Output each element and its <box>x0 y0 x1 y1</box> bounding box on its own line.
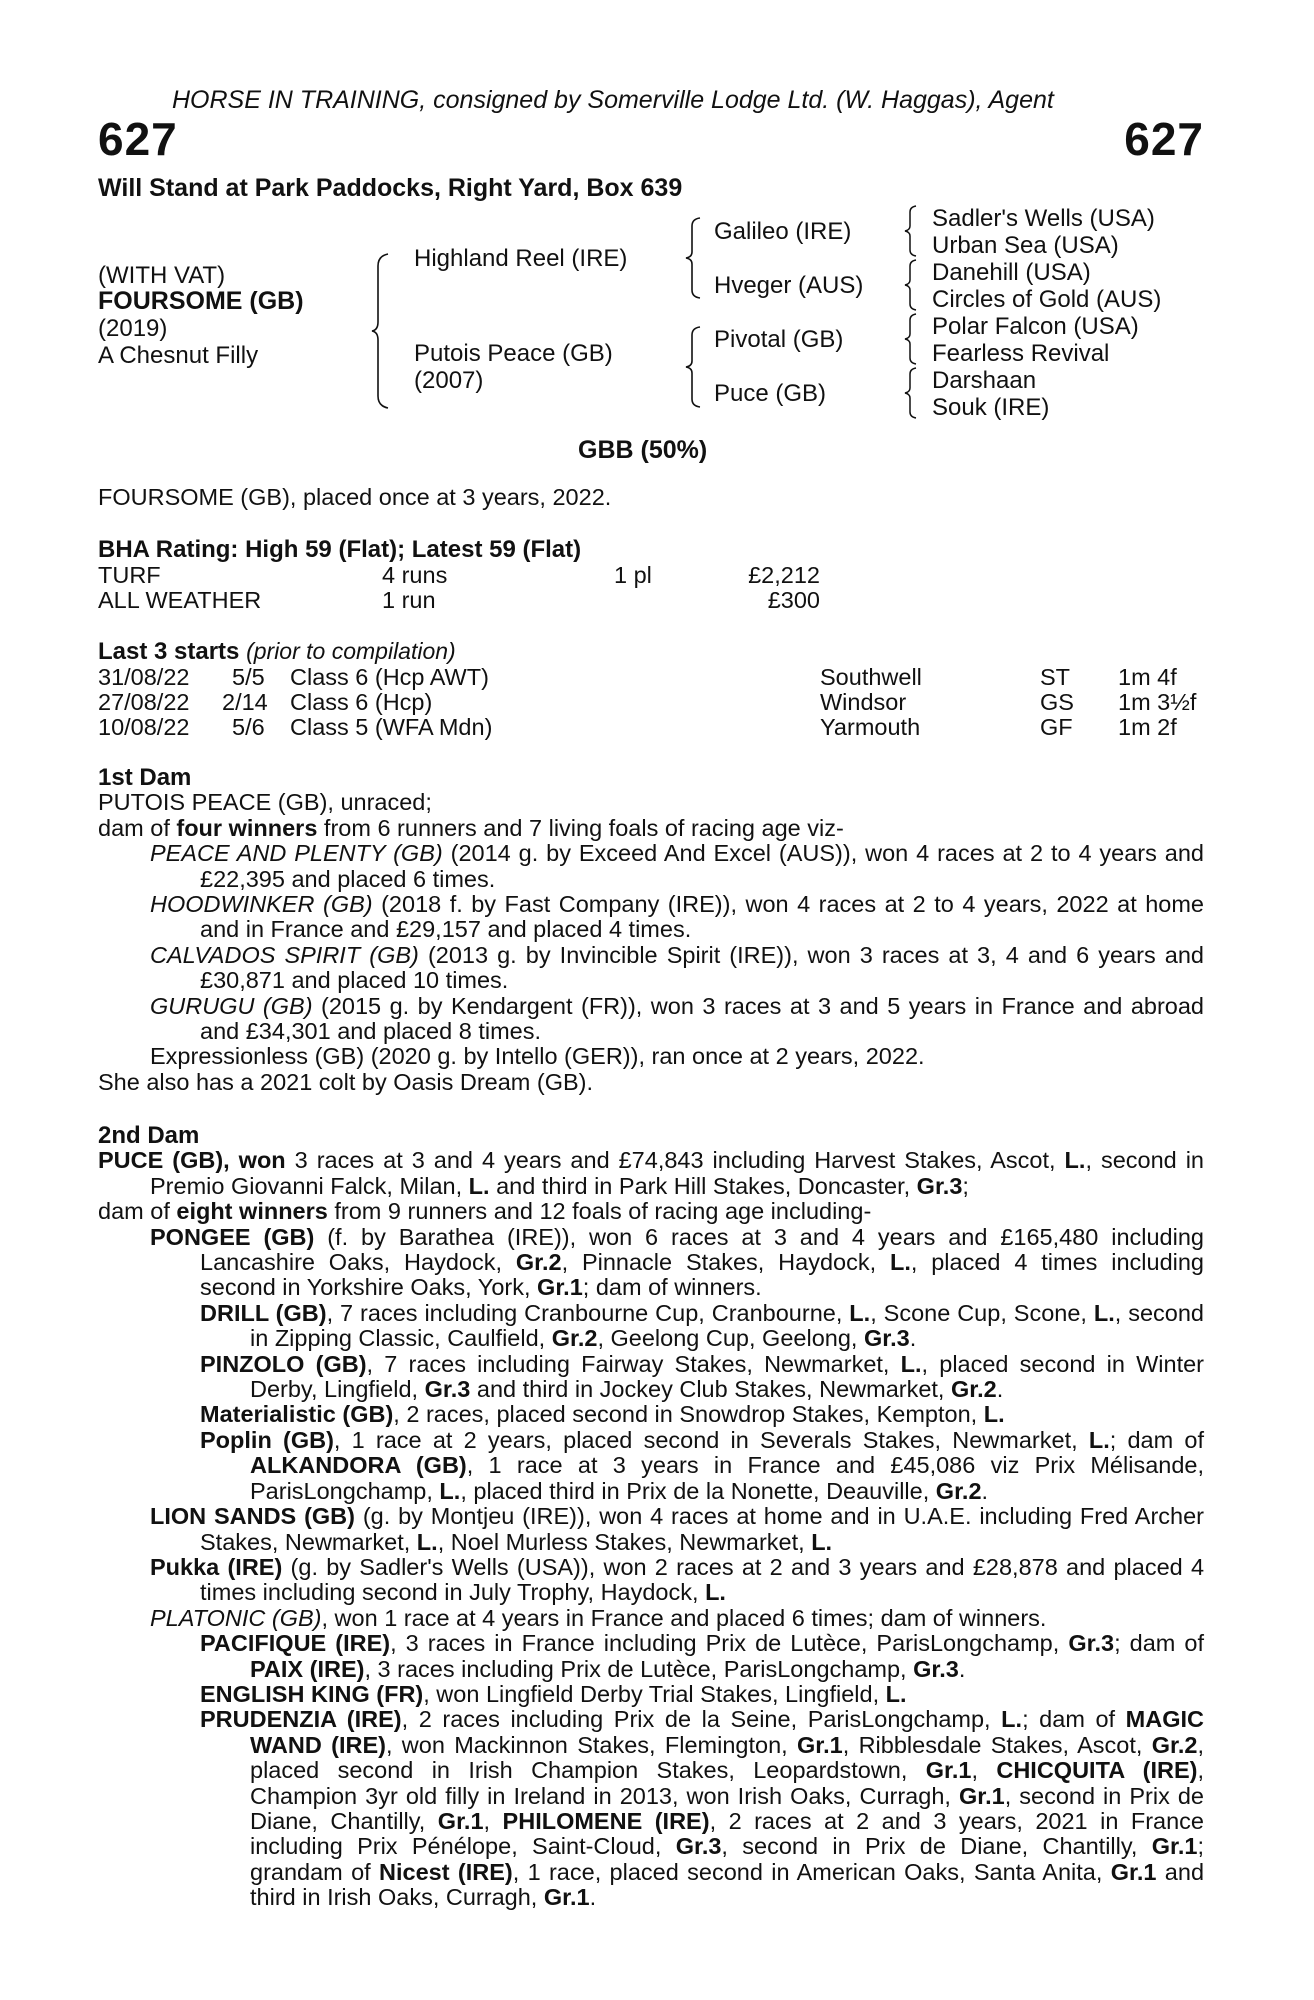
pedigree-ddd: Souk (IRE) <box>932 394 1050 421</box>
rating-earnings: £2,212 <box>748 562 820 588</box>
rating-runs: 4 runs <box>382 562 448 588</box>
start-distance: 1m 4f <box>1118 664 1177 690</box>
last-starts-note: (prior to compilation) <box>246 638 456 664</box>
progeny-entry: Materialistic (GB), 2 races, placed second in Snowdrop Stakes, Kempton, L. <box>200 1401 1005 1428</box>
pedigree-brace-puce <box>902 366 920 420</box>
start-course: Yarmouth <box>820 714 921 740</box>
pedigree-brace-pivotal <box>902 312 920 366</box>
start-class: Class 6 (Hcp AWT) <box>290 664 489 690</box>
start-distance: 1m 3½f <box>1118 689 1197 715</box>
first-dam-foal-note: She also has a 2021 colt by Oasis Dream (GB). <box>98 1068 594 1095</box>
start-position: 5/6 <box>232 714 265 740</box>
second-dam-produce-summary: dam of eight winners from 9 runners and 12 foals of racing age including- <box>98 1198 872 1225</box>
lot-number-right: 627 <box>1124 113 1204 165</box>
start-going: GS <box>1040 689 1074 715</box>
progeny-entry: PLATONIC (GB), won 1 race at 4 years in France and placed 6 times; dam of winners. <box>150 1604 1047 1631</box>
second-dam-entry: PUCE (GB), won 3 races at 3 and 4 years and £74,843 including Harvest Stakes, Ascot, L., second in Premio Giovanni Falck, Milan, L. and third in Park Hill Stakes, Doncaster, Gr.3; <box>98 1147 1204 1199</box>
start-going: GF <box>1040 714 1073 740</box>
pedigree-brace-galileo <box>902 204 920 258</box>
progeny-entry: HOODWINKER (GB) (2018 f. by Fast Company (IRE)), won 4 races at 2 to 4 years, 2022 at home and in France and £29,157 and placed 4 times. <box>150 891 1205 943</box>
progeny-entry: PRUDENZIA (IRE), 2 races including Prix de la Seine, ParisLongchamp, L.; dam of MAGIC WAND (IRE), won Mackinnon Stakes, Flemington, Gr.1, Ribblesdale Stakes, Ascot, Gr.2, placed second in Irish Champion Stakes, Leopardstown, Gr.1, CHICQUITA (IRE), Champion 3yr old filly in Ireland in 2013, won Irish Oaks, Curragh, Gr.1, second in Prix de Diane, Chantilly, Gr.1, PHILOMENE (IRE), 2 races at 2 and 3 years, 2021 in France including Prix Pénélope, Saint-Cloud, Gr.3, second in Prix de Diane, Chantilly, Gr.1; grandam of Nicest (IRE), 1 race, placed second in American Oaks, Santa Anita, Gr.1 and third in Irish Oaks, Curragh, Gr.1. <box>200 1706 1205 1911</box>
first-dam-heading: 1st Dam <box>98 764 192 791</box>
stand-location: Will Stand at Park Paddocks, Right Yard, Box 639 <box>98 174 683 202</box>
pedigree-dam-year: (2007) <box>414 367 484 394</box>
progeny-entry: CALVADOS SPIRIT (GB) (2013 g. by Invincible Spirit (IRE)), won 3 races at 3, 4 and 6 years and £30,871 and placed 10 times. <box>150 941 1204 994</box>
progeny-entry: PEACE AND PLENTY (GB) (2014 g. by Exceed And Excel (AUS)), won 4 races at 2 to 4 years and £22,395 and placed 6 times. <box>150 840 1204 892</box>
first-dam-produce-summary: dam of four winners from 6 runners and 7 living foals of racing age viz- <box>98 814 844 841</box>
pedigree-sire: Highland Reel (IRE) <box>414 245 628 272</box>
progeny-entry: PONGEE (GB) (f. by Barathea (IRE)), won 6 races at 3 and 4 years and £165,480 including Lancashire Oaks, Haydock, Gr.2, Pinnacle Stakes, Haydock, L., placed 4 times including second in Yorkshire Oaks, York, Gr.1; dam of winners. <box>150 1223 1204 1301</box>
pedigree-sire-sire: Galileo (IRE) <box>714 218 852 245</box>
start-distance: 1m 2f <box>1118 714 1177 740</box>
rating-surface: TURF <box>98 562 161 588</box>
vat-note: (WITH VAT) <box>98 262 226 289</box>
pedigree-brace-hveger <box>902 258 920 312</box>
progeny-entry: Pukka (IRE) (g. by Sadler's Wells (USA)), won 2 races at 2 and 3 years and £28,878 and placed 4 times including second in July Trophy, Haydock, L. <box>150 1553 1205 1606</box>
progeny-entry: DRILL (GB), 7 races including Cranbourne Cup, Cranbourne, L., Scone Cup, Scone, L., second in Zipping Classic, Caulfield, Gr.2, Geelong Cup, Geelong, Gr.3. <box>200 1299 1204 1352</box>
pedigree-brace-main <box>370 252 392 410</box>
first-dam-section <box>98 765 1204 1095</box>
progeny-entry: PINZOLO (GB), 7 races including Fairway Stakes, Newmarket, L., placed second in Winter Derby, Lingfield, Gr.3 and third in Jockey Club Stakes, Newmarket, Gr.2. <box>200 1350 1205 1403</box>
start-class: Class 5 (WFA Mdn) <box>290 714 493 740</box>
pedigree-dds: Darshaan <box>932 367 1037 394</box>
pedigree-brace-sire <box>684 216 704 300</box>
horse-year: (2019) <box>98 315 168 342</box>
start-class: Class 6 (Hcp) <box>290 689 433 715</box>
pedigree-dam-sire: Pivotal (GB) <box>714 326 844 353</box>
gbb-rating: GBB (50%) <box>578 436 708 464</box>
progeny-entry: PACIFIQUE (IRE), 3 races in France including Prix de Lutèce, ParisLongchamp, Gr.3; dam of PAIX (IRE), 3 races including Prix de Lutèce, ParisLongchamp, Gr.3. <box>200 1630 1204 1682</box>
rating-earnings: £300 <box>767 587 820 613</box>
rating-runs: 1 run <box>382 587 436 613</box>
last-starts-title: Last 3 starts <box>98 638 240 665</box>
start-date: 10/08/22 <box>98 714 190 740</box>
start-date: 27/08/22 <box>98 689 190 715</box>
pedigree-dsd: Fearless Revival <box>932 340 1110 367</box>
second-dam-heading: 2nd Dam <box>98 1122 200 1149</box>
rating-surface: ALL WEATHER <box>98 587 262 613</box>
pedigree-sire-dam: Hveger (AUS) <box>714 272 864 299</box>
horse-name: FOURSOME (GB) <box>98 287 304 315</box>
pedigree-dam-dam: Puce (GB) <box>714 380 827 407</box>
second-dam-section <box>98 1123 1204 1911</box>
start-course: Southwell <box>820 664 922 690</box>
start-position: 2/14 <box>222 689 268 715</box>
pedigree-sds: Danehill (USA) <box>932 259 1091 286</box>
start-position: 5/5 <box>232 664 265 690</box>
progeny-entry: Expressionless (GB) (2020 g. by Intello (GER)), ran once at 2 years, 2022. <box>150 1043 925 1070</box>
start-going: ST <box>1040 664 1071 690</box>
start-date: 31/08/22 <box>98 664 190 690</box>
progeny-entry: GURUGU (GB) (2015 g. by Kendargent (FR)), won 3 races at 3 and 5 years in France and abroad and £34,301 and placed 8 times. <box>150 992 1204 1045</box>
pedigree-sdd: Circles of Gold (AUS) <box>932 286 1162 313</box>
consignment-line: HORSE IN TRAINING, consigned by Somerville Lodge Ltd. (W. Haggas), Agent <box>172 86 1054 114</box>
pedigree-dam: Putois Peace (GB) <box>414 340 613 367</box>
first-dam-line: PUTOIS PEACE (GB), unraced; <box>98 789 432 816</box>
progeny-entry: ENGLISH KING (FR), won Lingfield Derby Trial Stakes, Lingfield, L. <box>200 1680 907 1707</box>
progeny-entry: Poplin (GB), 1 race at 2 years, placed second in Severals Stakes, Newmarket, L.; dam of ALKANDORA (GB), 1 race at 3 years in France and £45,086 viz Prix Mélisande, ParisLongchamp, L., placed third in Prix de la Nonette, Deauville, Gr.2. <box>200 1426 1204 1504</box>
pedigree-dss: Polar Falcon (USA) <box>932 313 1139 340</box>
pedigree-ssd: Urban Sea (USA) <box>932 232 1119 259</box>
lot-number-left: 627 <box>98 113 178 165</box>
last-starts-heading <box>98 638 456 666</box>
start-course: Windsor <box>820 689 907 715</box>
rating-placed: 1 pl <box>614 562 652 588</box>
pedigree-sss: Sadler's Wells (USA) <box>932 205 1155 232</box>
bha-rating-heading: BHA Rating: High 59 (Flat); Latest 59 (Flat) <box>98 536 582 563</box>
progeny-entry: LION SANDS (GB) (g. by Montjeu (IRE)), won 4 races at home and in U.A.E. including Fred Archer Stakes, Newmarket, L., Noel Murless Stakes, Newmarket, L. <box>150 1503 1204 1555</box>
horse-description: A Chesnut Filly <box>98 342 259 369</box>
pedigree-brace-dam <box>684 325 704 409</box>
summary-line: FOURSOME (GB), placed once at 3 years, 2022. <box>98 484 612 510</box>
